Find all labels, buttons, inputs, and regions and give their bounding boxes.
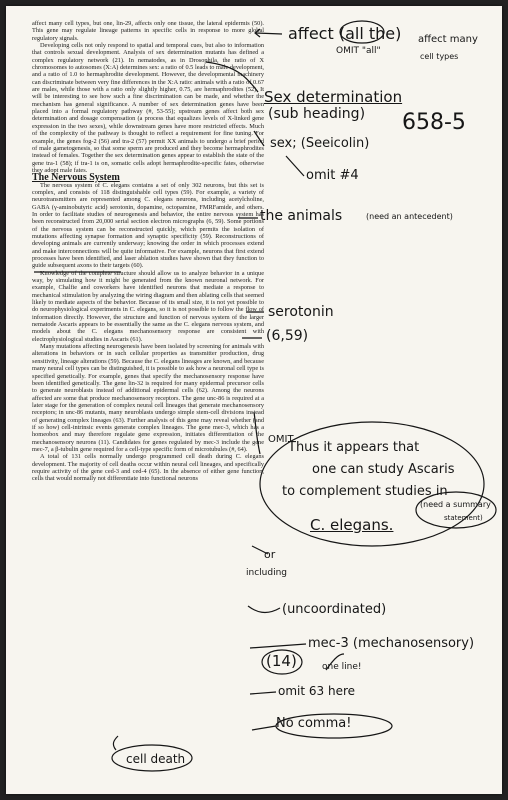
printed-column xyxy=(32,20,264,483)
handwritten-note: (need a summary xyxy=(420,500,491,509)
handwritten-note: omit 63 here xyxy=(278,684,356,698)
handwritten-note: cell death xyxy=(126,752,186,766)
paragraph: The nervous system of C. elegans contains a set of only 302 neurons, but this set is complex, and consists of 118 distinguishable cell types (59). For example, a variety of neurotransmitters are represented among C. elegans neurons, including acetylcholine, GABA (γ-aminobutyric acid) serotonin, dopamine, octopamine, FMRFamide, and others. In order to facilitate studies of neurogenesis and behavior, the entire nervous system has been reconstructed from 20,000 serial section electron micrographs (6, 59). Some portions of the nervous system can be reconstructed quickly, which permits the isolation of mutations affecting synapse formation and synaptic specificity (59). Reconstructions of developing animals are currently underway; knowing the order in which processes extend and make interconnections will be quite informative. For example, neurons that first extend processes have been identified, and laser ablation studies have shown that they function to guide subsequent axons to their targets (60). xyxy=(32,181,264,270)
handwritten-note: one line! xyxy=(322,662,362,672)
handwritten-note: Thus it appears that xyxy=(288,440,420,455)
handwritten-note: or xyxy=(264,548,276,561)
handwritten-note: omit #4 xyxy=(306,168,359,183)
handwritten-note: the animals xyxy=(260,208,343,224)
handwritten-note: Sex determination xyxy=(264,88,403,106)
handwritten-note: serotonin xyxy=(268,304,334,320)
handwritten-note: one can study Ascaris xyxy=(312,462,455,477)
handwritten-note: to complement studies in xyxy=(282,484,448,499)
handwritten-note: cell types xyxy=(420,52,459,61)
paragraph: Developing cells not only respond to spatial and temporal cues, but also to information that controls sexual development. Analysis of sex determination mutants has defined a complex regulatory network (21). In nematodes, as in Drosophila, the ratio of X chromosomes to autosomes (X:A) determines sex: a ratio of 0.5 leads to male development, and a ratio of 1.0 to hermaphrodite development. However, the developmental machinery can discriminate between very fine differences in the X:A ratio: animals with a ratio of 0.67 are males, while those with a ratio only slightly higher, 0.75, are hermaphrodites (52). It will be interesting to see how such a fine discrimination can be made, and whether the mechanism has general significance. A number of sex determination genes have been placed into a formal regulatory pathway (#, 53-55); upstream genes affect both sex determination and dosage compensation (a process that equalizes levels of X-linked gene expression in the two sexes), while downstream genes have more restricted effects. Much of the complexity of the pathway is thought to reflect a requirement for fine tuning. For example, the genes fog-2 (56) and tra-2 (57) permit XX animals to undergo a brief period of male gametogenesis, so that some sperm are produced and they become hermaphrodites instead of females. Together the sex determination genes appear to establish the state of the gene tra-1 (58); if tra-1 is on, somatic cells adopt hermaphrodite-specific fates, otherwise they adopt male fates. xyxy=(32,42,264,174)
handwritten-note: (uncoordinated) xyxy=(282,602,387,617)
paragraph: affect many cell types, but one, lin-29, affects only one tissue, the lateral epidermis (50). This gene may regulate lineage patterns in specific cells in response to more global regulatory signals. xyxy=(32,20,264,42)
handwritten-note: affect (all the) xyxy=(288,24,402,43)
handwritten-note: 658-5 xyxy=(402,110,466,135)
handwritten-note: sex; (Seeicolin) xyxy=(270,136,370,151)
handwritten-note: OMIT xyxy=(268,434,294,445)
handwritten-note: affect many xyxy=(418,34,478,45)
handwritten-note: No comma! xyxy=(276,716,352,731)
handwritten-note: (sub heading) xyxy=(268,106,366,122)
section-heading: The Nervous System xyxy=(32,172,120,184)
paragraph: A total of 131 cells normally undergo programmed cell death during C. elegans development. The majority of cell deaths occur within neural cell lineages, and specifically require activity of the gene ced-3 and ced-4 (65). In the absence of either gene function, cells that would normally not differentiate into functional neurons xyxy=(32,453,264,483)
handwritten-note: (14) xyxy=(266,652,297,670)
handwritten-note: statement) xyxy=(444,514,483,522)
document-page xyxy=(6,6,502,794)
paragraph: Knowledge of the complete structure should allow us to analyze behavior in a unique way, by simulating how it might be generated from the known neuronal network. For example, Chalfie and coworkers have identified neurons that mediate a response to mechanical stimulation by analyzing the wiring diagram and then ablating cells that seemed likely to mediate aspects of the behavior. Because of its small size, it is not yet possible to do neurophysiological experiments in C. elegans, so it is not possible to follow the flow of information directly. However, the structure and function of nervous system of the larger nematode Ascaris appears to be essentially the same as the C. elegans nervous system, and models about the C. elegans mechanosensory response are consistent with electrophysiological studies in Ascaris (61). xyxy=(32,269,264,343)
handwritten-note: including xyxy=(246,568,287,578)
handwritten-note: (6,59) xyxy=(266,328,309,344)
handwritten-note: mec-3 (mechanosensory) xyxy=(308,636,475,651)
handwritten-note: OMIT "all" xyxy=(336,46,381,56)
handwritten-note: (need an antecedent) xyxy=(366,212,453,221)
paragraph: Many mutations affecting neurogenesis have been isolated by screening for animals with alterations in behaviors or in such cellular properties as transmitter production, drug sensitivity, lineage alterations (59). Because the C. elegans lineages are known, and because many neural cell types can be distinguished, it is possible to ask how a neuronal cell type is specified genetically. For example, genes that specify the mechanosensory response have been identified genetically. The gene lin-32 is required for many epidermal precursor cells to generate neuroblasts instead of additional epidermal cells (62). Among the neurons affected are some that produce mechanosensory receptors. The gene unc-86 is required at a later stage for the generation of complex neural cell lineages that generate mechanosensory receptors; in unc-86 mutants, many neuroblasts undergo simple stem-cell divisions instead of generating complex lineages (63). Further analysis of this gene may reveal whether (and if so how) cell-intrinsic events generate complex lineages. The gene mec-3, which has a homeobox and may therefore regulate gene expression, initiates differentiation of the mechanosensory neurons (11). Candidates for genes regulated by mec-3 include the gene mec-7, a β-tubulin gene required for a cell-type specific form of microtubules (#, 64). xyxy=(32,343,264,453)
handwritten-note: C. elegans. xyxy=(310,516,394,534)
